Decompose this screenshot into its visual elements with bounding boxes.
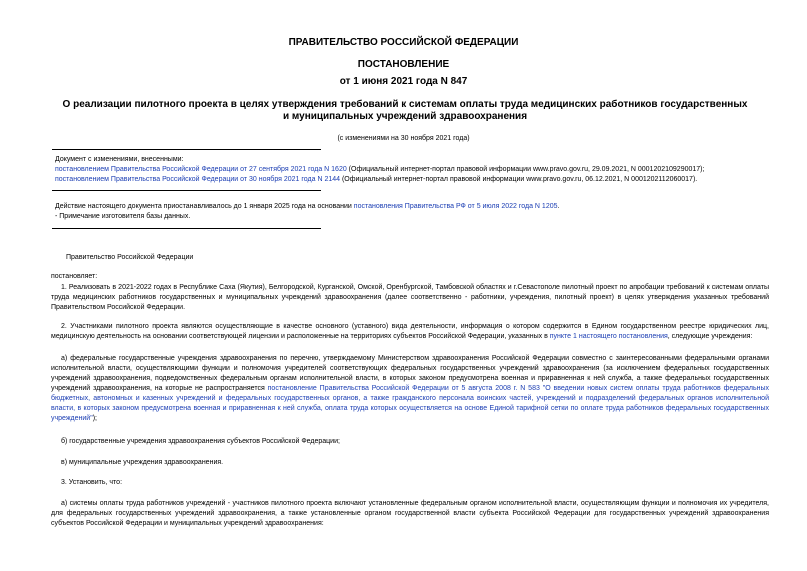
suspension-link-1205[interactable]: постановления Правительства РФ от 5 июля 2022 года N 1205 [353, 203, 558, 210]
point-1-link[interactable]: пункте 1 настоящего постановления [549, 333, 668, 340]
paragraph-1: 1. Реализовать в 2021-2022 годах в Республике Саха (Якутия), Белгородской, Курганской, Омской, Оренбургской, Тамбовской областях и г.Севастополе пилотный проект по апробации требований к системам оплаты труда медицинских работников государственных и муниципальных учреждений здравоохранения (далее соответственно - работники, учреждения, пилотный проект) в целях утверждения указанных требований Правительством Российской Федерации. [51, 284, 769, 311]
divider [52, 149, 321, 150]
suspension-end: . [557, 203, 560, 210]
paragraph-2a-end: ); [92, 415, 97, 422]
paragraph-3a: а) системы оплаты труда работников учреждений - участников пилотного проекта включают установленные федеральным органом исполнительной власти, осуществляющим функции и полномочия их учредителя, для федеральных государственных учреждений здравоохранения, а также установленные органом государственной власти субъекта Российской Федерации для государственных учреждений здравоохранения субъектов Российской Федерации и муниципальных учреждений здравоохранения: [51, 500, 769, 527]
doc-title: О реализации пилотного проекта в целях утверждения требований к системам оплаты труда медицинских работников государственных и муниципальных учреждений здравоохранения [62, 99, 748, 122]
changes-item-2-text: (Официальный интернет-портал правовой информации www.pravo.gov.ru, 06.12.2021, N 0001202112060017). [340, 176, 698, 183]
paragraph-2b: б) государственные учреждения здравоохранения субъектов Российской Федерации; [61, 438, 340, 445]
suspension-note [55, 202, 559, 212]
government-label: Правительство Российской Федерации [66, 254, 194, 261]
org-heading: ПРАВИТЕЛЬСТВО РОССИЙСКОЙ ФЕДЕРАЦИИ [288, 37, 519, 48]
doc-type-heading: ПОСТАНОВЛЕНИЕ [357, 59, 450, 70]
paragraph-2c: в) муниципальные учреждения здравоохранения. [61, 459, 224, 466]
resolution-583-link[interactable]: постановление Правительства Российской Федерации от 5 августа 2008 г. N 583 "О введении новых систем оплаты труда работников федеральных бюджетных, автономных и казенных учреждений и федеральных государственных органов, а также гражданского персонала воинских частей, учреждений и подразделений федеральных органов исполнительной власти, в которых законом предусмотрена военная и приравненная к ней служба, оплата труда которых осуществляется на основе Единой тарифной сетки по оплате труда работников федеральных государственных учреждений" [51, 385, 770, 422]
paragraph-2 [51, 322, 769, 342]
divider [52, 228, 321, 229]
decrees-label: постановляет: [51, 273, 98, 280]
changes-label: Документ с изменениями, внесенными: [55, 156, 184, 163]
db-maker-note: - Примечание изготовителя базы данных. [55, 213, 191, 220]
paragraph-2a [51, 354, 769, 424]
paragraph-2a-text: а) федеральные государственные учреждения здравоохранения по перечню, утверждаемому Министерством здравоохранения Российской Федерации совместно с заинтересованными федеральными органами исполнительной власти, осуществляющими функции и полномочия учредителей соответствующих федеральных государственных учреждений здравоохранения (за исключением федеральных государственных учреждений здравоохранения, подведомственных федеральным органам исполнительной власти, в которых законом предусмотрена военная и приравненная к ней служба, а также федеральных государственных учреждений здравоохранения, на которые не распространяется [51, 355, 769, 392]
amendment-link-2144[interactable]: постановлением Правительства Российской Федерации от 30 ноября 2021 года N 2144 [55, 176, 341, 183]
changes-item-1-text: (Официальный интернет-портал правовой информации www.pravo.gov.ru, 29.09.2021, N 0001202109290017); [346, 166, 705, 173]
paragraph-2-end: , следующие учреждения: [667, 333, 753, 340]
changes-item-1 [55, 165, 704, 175]
suspension-text: Действие настоящего документа приостанавливалось до 1 января 2025 года на основании [55, 203, 354, 210]
paragraph-3: 3. Установить, что: [61, 479, 123, 486]
doc-date-heading: от 1 июня 2021 года N 847 [339, 76, 468, 87]
paragraph-2-text: 2. Участниками пилотного проекта являются осуществляющие в качестве основного (уставного) вида деятельности, информация о котором содержится в Едином государственном реестре юридических лиц, медицинскую деятельность на основании соответствующей лицензии и расположенные на территориях субъектов Российской Федерации, указанных в [51, 323, 769, 340]
amendment-link-1620[interactable]: постановлением Правительства Российской Федерации от 27 сентября 2021 года N 1620 [55, 166, 347, 173]
changes-item-2 [55, 175, 697, 185]
divider [52, 190, 321, 191]
amendment-note: (с изменениями на 30 ноября 2021 года) [337, 135, 470, 142]
